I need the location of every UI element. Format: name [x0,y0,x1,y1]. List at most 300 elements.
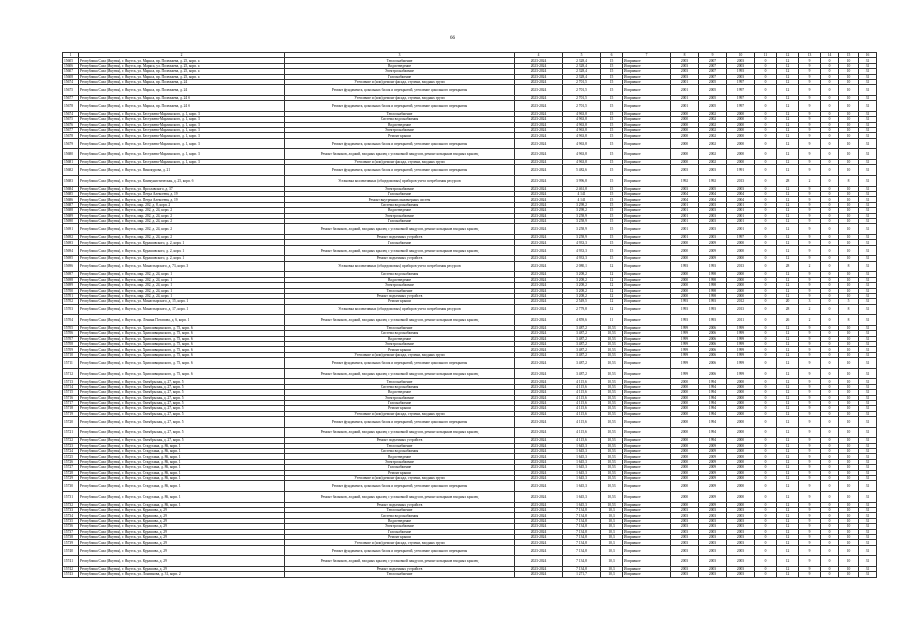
cell-condition: Исправное [623,443,671,448]
cell-col-15: 10 [839,95,859,100]
cell-col-15: 10 [839,149,859,160]
cell-col-14: 0 [821,481,839,492]
cell-col-14: 0 [821,540,839,545]
cell-col-13: 9 [799,208,821,213]
cell-condition: Исправное [623,315,671,326]
cell-condition: Исправное [623,358,671,369]
cell-condition: Исправное [623,572,671,577]
cell-col-14: 0 [821,176,839,187]
cell-year-a: 2003 [671,165,699,176]
cell-col-11: 0 [755,58,777,63]
table-row [63,481,877,492]
cell-area: 3 487,2 [563,325,601,330]
cell-area: 4 963,8 [563,128,601,133]
cell-year-b: 2009 [699,443,727,448]
cell-address: Республика Саха (Якутия), г. Якутск, мкр. 202, д. 24, корп. 1 [79,277,285,282]
cell-row-id: 15605 [63,58,79,63]
cell-area: 3 258,9 [563,218,601,223]
cell-col-15: 10 [839,272,859,277]
cell-col-16: 31 [859,63,877,68]
cell-col-11: 0 [755,288,777,293]
cell-year-b: 2005 [699,101,727,112]
cell-address: Республика Саха (Якутия), г. Якутск, ул. Хрипливщинского, д. 75, корп. 6 [79,336,285,341]
cell-year-c: 2000 [727,417,755,428]
cell-period: 2023-2024 [515,256,563,261]
cell-value: 10,53 [601,481,623,492]
cell-work-type: Система водоснабжения [285,384,515,389]
column-header: 6 [601,53,623,58]
cell-address: Республика Саха (Якутия), г. Якутск, мкр. 202, д. 24, корп. 2 [79,218,285,223]
cell-col-15: 10 [839,234,859,239]
cell-col-11: 0 [755,379,777,384]
cell-col-14: 0 [821,128,839,133]
cell-period: 2023-2024 [515,400,563,405]
table-row [63,138,877,149]
cell-period: 2023-2024 [515,117,563,122]
cell-col-16: 31 [859,427,877,438]
cell-year-a: 2001 [671,224,699,235]
cell-area: 7 134,8 [563,524,601,529]
table-row [63,261,877,272]
cell-col-13: 9 [799,417,821,428]
cell-address: Республика Саха (Якутия), г. Якутск, ул. Коммунистическая, д. 25, корп. б [79,176,285,187]
cell-col-14: 0 [821,342,839,347]
cell-year-b: 2009 [699,502,727,507]
cell-value: 15 [601,234,623,239]
cell-col-12: 12 [777,293,799,298]
cell-col-14: 0 [821,529,839,534]
cell-col-15: 10 [839,342,859,347]
table-row [63,315,877,326]
cell-period: 2023-2024 [515,513,563,518]
cell-year-a: 1993 [671,299,699,304]
table-row [63,572,877,577]
cell-year-c: 2000 [727,149,755,160]
cell-period: 2023-2024 [515,315,563,326]
cell-col-12: 12 [777,234,799,239]
cell-work-type: Газоснабжение [285,74,515,79]
cell-col-11: 0 [755,192,777,197]
cell-row-id: 15694 [63,245,79,256]
cell-col-15: 10 [839,518,859,523]
cell-value: 15 [601,176,623,187]
cell-year-c: 2000 [727,438,755,443]
cell-value: 10,53 [601,336,623,341]
cell-col-13: 9 [799,534,821,539]
cell-col-15: 10 [839,470,859,475]
cell-area: 7 134,8 [563,513,601,518]
cell-area: 3 258,9 [563,213,601,218]
cell-year-a: 2001 [671,202,699,207]
cell-period: 2023-2024 [515,379,563,384]
column-header: 15 [839,53,859,58]
cell-col-12: 28 [777,304,799,315]
cell-col-14: 0 [821,427,839,438]
cell-year-a: 2000 [671,240,699,245]
cell-col-15: 10 [839,481,859,492]
cell-col-16: 31 [859,186,877,191]
cell-col-13: 9 [799,438,821,443]
cell-value: 10,3 [601,566,623,571]
cell-year-c: 1999 [727,342,755,347]
cell-col-15: 10 [839,438,859,443]
cell-col-15: 10 [839,256,859,261]
cell-year-b: 1998 [699,277,727,282]
cell-value: 15 [601,149,623,160]
cell-col-14: 0 [821,454,839,459]
cell-area: 1 645,3 [563,481,601,492]
cell-area: 1 645,3 [563,443,601,448]
cell-year-c: 2001 [727,208,755,213]
cell-col-14: 0 [821,465,839,470]
cell-col-16: 31 [859,74,877,79]
cell-value: 15 [601,95,623,100]
cell-col-14: 0 [821,438,839,443]
cell-col-12: 12 [777,427,799,438]
cell-work-type: Водоотведение [285,208,515,213]
cell-work-type: Ремонт подъемных устройств [285,438,515,443]
cell-year-b: 1998 [699,272,727,277]
cell-col-13: 9 [799,122,821,127]
cell-year-c: 2000 [727,128,755,133]
cell-year-c: 1999 [727,368,755,379]
cell-col-15: 10 [839,202,859,207]
cell-row-id: 15676 [63,122,79,127]
cell-area: 4 115,6 [563,427,601,438]
cell-condition: Исправное [623,331,671,336]
cell-area: 2 701,5 [563,95,601,100]
cell-period: 2023-2024 [515,545,563,556]
cell-col-12: 12 [777,347,799,352]
cell-year-a: 1999 [671,358,699,369]
cell-address: Республика Саха (Якутия), г. Якутск, ул. Монастырского, д. 15, корп. 1 [79,299,285,304]
cell-col-15: 10 [839,336,859,341]
cell-work-type: Ремонт балконов, лоджий, входных крылец с установкой пандусов, ремонт козырьков входных крылец [285,492,515,503]
cell-col-13: 9 [799,133,821,138]
cell-year-c: 2012 [727,299,755,304]
cell-col-12: 12 [777,529,799,534]
cell-col-15: 10 [839,138,859,149]
cell-address: Республика Саха (Якутия), г. Якутск, ул. Бестужева-Марлинского, д. 1, корп. 3 [79,117,285,122]
cell-col-12: 12 [777,95,799,100]
cell-year-c: 2000 [727,379,755,384]
cell-year-b: 2006 [699,325,727,330]
cell-col-16: 31 [859,417,877,428]
table-row [63,545,877,556]
cell-period: 2023-2024 [515,438,563,443]
column-header: 2 [79,53,285,58]
cell-col-16: 31 [859,336,877,341]
cell-year-b: 2003 [699,213,727,218]
cell-row-id: 15678 [63,133,79,138]
cell-work-type: Электроснабжение [285,283,515,288]
cell-col-16: 31 [859,293,877,298]
cell-col-16: 31 [859,95,877,100]
cell-period: 2023-2024 [515,352,563,357]
cell-value: 15 [601,160,623,165]
cell-col-16: 31 [859,566,877,571]
cell-col-15: 10 [839,186,859,191]
cell-year-b: 1993 [699,304,727,315]
cell-value: 10,53 [601,449,623,454]
cell-year-b: 1994 [699,400,727,405]
cell-value: 10,53 [601,379,623,384]
cell-address: Республика Саха (Якутия), г. Якутск, ул. Хрипливщинского, д. 75, корп. 6 [79,368,285,379]
cell-period: 2023-2024 [515,63,563,68]
cell-col-11: 0 [755,459,777,464]
cell-area: 7 134,8 [563,534,601,539]
cell-year-c: 2003 [727,566,755,571]
cell-condition: Исправное [623,299,671,304]
cell-value: 10,53 [601,406,623,411]
cell-col-16: 31 [859,465,877,470]
cell-year-b: 2009 [699,470,727,475]
cell-col-14: 0 [821,58,839,63]
cell-col-11: 0 [755,476,777,481]
cell-area: 4 859,6 [563,315,601,326]
cell-value: 10,53 [601,352,623,357]
cell-address: Республика Саха (Якутия), г. Якутск, ул. Маркса, пр. Полежаева, д. 25, корп. а [79,69,285,74]
cell-value: 15 [601,256,623,261]
cell-address: Республика Саха (Якутия), г. Якутск, ул. Октябрьская, д. 27, корп. 5 [79,417,285,428]
cell-col-11: 0 [755,400,777,405]
cell-col-16: 31 [859,342,877,347]
cell-year-b: 1998 [699,288,727,293]
cell-address: Республика Саха (Якутия), г. Якутск, ул. Октябрьская, д. 27, корп. 5 [79,411,285,416]
cell-year-c: 1999 [727,347,755,352]
cell-value: 12 [601,293,623,298]
table-row [63,358,877,369]
cell-row-id: 15692 [63,234,79,239]
cell-col-11: 0 [755,358,777,369]
cell-condition: Исправное [623,213,671,218]
cell-col-12: 12 [777,443,799,448]
cell-address: Республика Саха (Якутия), г. Якутск, ул. Стадухина, д. 86, корп. 1 [79,454,285,459]
cell-condition: Исправное [623,138,671,149]
cell-year-b: 2005 [699,79,727,84]
cell-value: 10,53 [601,384,623,389]
cell-row-id: 15608 [63,74,79,79]
cell-value: 10,53 [601,454,623,459]
cell-value: 10,53 [601,492,623,503]
cell-condition: Исправное [623,304,671,315]
cell-condition: Исправное [623,459,671,464]
cell-area: 3 208,2 [563,293,601,298]
cell-col-11: 0 [755,315,777,326]
cell-period: 2023-2024 [515,58,563,63]
cell-year-c: 2000 [727,138,755,149]
cell-col-16: 31 [859,492,877,503]
cell-period: 2023-2024 [515,293,563,298]
cell-col-11: 0 [755,513,777,518]
cell-row-id: 15723 [63,443,79,448]
cell-work-type: Теплоснабжение [285,288,515,293]
cell-year-c: 2000 [727,400,755,405]
cell-row-id: 15741 [63,556,79,567]
cell-col-13: 9 [799,492,821,503]
cell-row-id: 15687 [63,202,79,207]
cell-col-16: 31 [859,443,877,448]
table-row [63,149,877,160]
cell-row-id: 15703 [63,304,79,315]
cell-area: 3 996,8 [563,176,601,187]
cell-col-12: 12 [777,122,799,127]
cell-value: 15 [601,63,623,68]
cell-year-c: 2000 [727,443,755,448]
cell-col-15: 10 [839,352,859,357]
table-row [63,368,877,379]
cell-col-13: 9 [799,128,821,133]
cell-address: Республика Саха (Якутия), г. Якутск, ул. Монастырского, д. 73, корп. 3 [79,261,285,272]
cell-row-id: 15696 [63,261,79,272]
cell-year-a: 2000 [671,400,699,405]
cell-col-12: 12 [777,476,799,481]
cell-col-14: 0 [821,149,839,160]
cell-year-b: 2003 [699,572,727,577]
cell-period: 2023-2024 [515,202,563,207]
cell-col-12: 12 [777,128,799,133]
cell-col-14: 0 [821,288,839,293]
cell-year-b: 2005 [699,95,727,100]
cell-col-14: 0 [821,192,839,197]
cell-col-14: 0 [821,63,839,68]
cell-condition: Исправное [623,293,671,298]
cell-col-11: 0 [755,331,777,336]
cell-year-b: 2009 [699,245,727,256]
cell-area: 4 963,8 [563,122,601,127]
cell-col-15: 10 [839,74,859,79]
cell-value: 12 [601,299,623,304]
cell-row-id: 15738 [63,534,79,539]
cell-col-12: 12 [777,406,799,411]
cell-row-id: 15677 [63,128,79,133]
cell-col-11: 0 [755,85,777,96]
cell-col-13: 9 [799,529,821,534]
cell-year-b: 1994 [699,384,727,389]
table-row [63,427,877,438]
cell-year-a: 2000 [671,470,699,475]
cell-col-11: 0 [755,534,777,539]
cell-row-id: 15730 [63,481,79,492]
cell-work-type: Водоотведение [285,122,515,127]
cell-condition: Исправное [623,95,671,100]
cell-period: 2023-2024 [515,476,563,481]
cell-year-c: 1997 [727,79,755,84]
cell-col-15: 10 [839,508,859,513]
cell-year-c: 2011 [727,315,755,326]
cell-col-11: 0 [755,69,777,74]
cell-area: 3 258,9 [563,234,601,239]
cell-col-14: 0 [821,384,839,389]
cell-year-a: 1993 [671,261,699,272]
cell-col-16: 31 [859,288,877,293]
cell-value: 10,53 [601,347,623,352]
cell-row-id: 15722 [63,438,79,443]
cell-year-c: 2000 [727,454,755,459]
cell-area: 4 115,6 [563,379,601,384]
cell-address: Республика Саха (Якутия), г. Якутск, ул. Хрипливщинского, д. 75, корп. 6 [79,342,285,347]
cell-row-id: 15718 [63,406,79,411]
cell-row-id: 15693 [63,240,79,245]
cell-year-b: 2002 [699,133,727,138]
cell-year-b: 2003 [699,208,727,213]
cell-period: 2023-2024 [515,331,563,336]
cell-work-type: Утепление и (или) ремонт фасада, ступени, входных групп [285,160,515,165]
cell-year-c: 2000 [727,288,755,293]
cell-year-b: 2003 [699,566,727,571]
cell-period: 2023-2024 [515,95,563,100]
cell-address: Республика Саха (Якутия), г. Якутск, ул. Лонгинова, д. 31, корп. 2 [79,572,285,577]
cell-col-16: 31 [859,224,877,235]
cell-col-14: 0 [821,358,839,369]
column-header: 9 [699,53,727,58]
cell-work-type: Ремонт фундамента, цокольных балок и перекрытий, утепление цокольного перекрытия [285,101,515,112]
cell-work-type: Ремонт подъемных устройств [285,502,515,507]
cell-col-16: 31 [859,58,877,63]
cell-col-11: 0 [755,165,777,176]
cell-col-15: 10 [839,331,859,336]
cell-col-14: 0 [821,352,839,357]
capital-repair-register-table [62,52,877,578]
cell-condition: Исправное [623,406,671,411]
cell-col-11: 0 [755,406,777,411]
cell-col-13: 9 [799,449,821,454]
cell-col-15: 10 [839,384,859,389]
cell-col-16: 31 [859,513,877,518]
cell-year-c: 2003 [727,518,755,523]
cell-period: 2023-2024 [515,186,563,191]
cell-col-15: 10 [839,69,859,74]
cell-year-a: 2003 [671,524,699,529]
cell-col-15: 10 [839,218,859,223]
cell-year-a: 2003 [671,58,699,63]
cell-col-16: 31 [859,384,877,389]
cell-area: 1 645,3 [563,476,601,481]
cell-year-b: 2003 [699,534,727,539]
cell-area: 1 645,3 [563,502,601,507]
cell-col-14: 0 [821,165,839,176]
cell-col-14: 0 [821,272,839,277]
cell-col-16: 31 [859,165,877,176]
cell-period: 2023-2024 [515,336,563,341]
cell-col-14: 0 [821,315,839,326]
cell-col-11: 0 [755,443,777,448]
cell-col-16: 31 [859,406,877,411]
cell-col-12: 12 [777,58,799,63]
cell-row-id: 15724 [63,449,79,454]
cell-condition: Исправное [623,534,671,539]
cell-address: Республика Саха (Якутия), г. Якутск, ул. Октябрьская, д. 27, корп. 5 [79,395,285,400]
cell-year-c: 2000 [727,492,755,503]
cell-year-b: 2005 [699,186,727,191]
cell-value: 15 [601,224,623,235]
cell-value: 15 [601,122,623,127]
cell-value: 15 [601,85,623,96]
cell-col-12: 12 [777,454,799,459]
cell-period: 2023-2024 [515,101,563,112]
cell-year-a: 2000 [671,293,699,298]
cell-col-11: 0 [755,556,777,567]
cell-col-16: 31 [859,331,877,336]
cell-col-15: 10 [839,101,859,112]
cell-col-14: 0 [821,208,839,213]
cell-col-12: 12 [777,352,799,357]
cell-condition: Исправное [623,176,671,187]
cell-row-id: 15739 [63,540,79,545]
cell-col-15: 10 [839,390,859,395]
cell-year-a: 2000 [671,449,699,454]
cell-year-a: 2000 [671,117,699,122]
